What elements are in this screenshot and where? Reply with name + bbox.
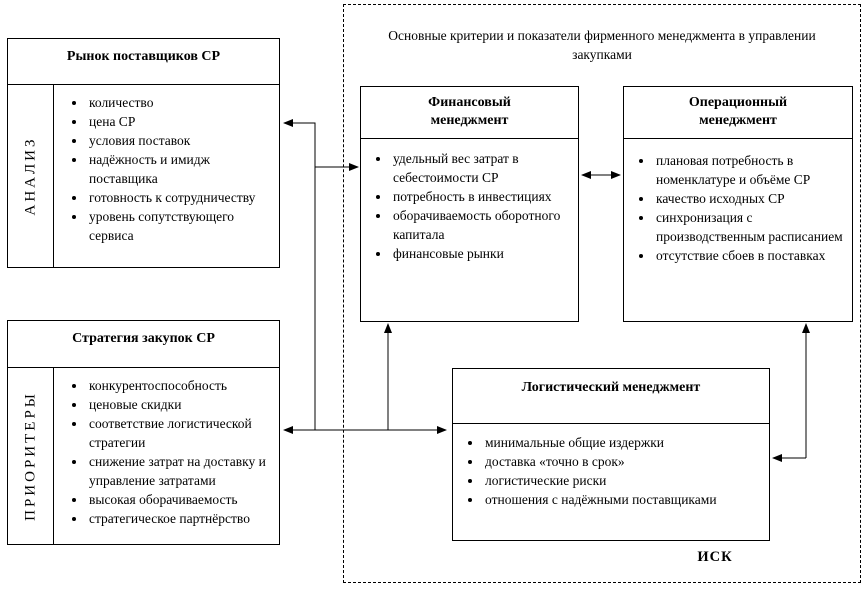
priorities-side-cell xyxy=(8,368,54,544)
market-list xyxy=(54,85,279,267)
list-item: • снижение затрат на доставку и управление затратами xyxy=(87,452,277,490)
analysis-side-cell xyxy=(8,85,54,267)
market-box-title: Рынок поставщиков СР xyxy=(8,39,279,85)
operational-list xyxy=(624,139,852,321)
operational-box-title: Операционный менеджмент xyxy=(624,87,852,139)
strategy-box xyxy=(7,320,280,545)
market-box-body xyxy=(8,85,279,267)
operational-box xyxy=(623,86,853,322)
list-item: • качество исходных СР xyxy=(654,189,846,208)
financial-list xyxy=(361,139,578,321)
list-item: • условия поставок xyxy=(87,131,277,150)
list-item: • удельный вес затрат в себестоимости СР xyxy=(391,149,562,187)
list-item: • готовность к сотрудничеству xyxy=(87,188,277,207)
list-item: • синхронизация с производственным расписанием xyxy=(654,208,846,246)
logistics-list xyxy=(453,424,769,540)
strategy-list xyxy=(54,368,279,544)
financial-box xyxy=(360,86,579,322)
arrow-trunk-to-market xyxy=(284,123,315,430)
list-item: • высокая оборачиваемость xyxy=(87,490,277,509)
list-item: • отношения с надёжными поставщиками xyxy=(483,490,763,509)
strategy-box-body xyxy=(8,368,279,544)
list-item: • оборачиваемость оборотного капитала xyxy=(391,206,562,244)
list-item: • уровень сопутствующего сервиса xyxy=(87,207,277,245)
isk-label: ИСК xyxy=(697,549,733,565)
list-item: • соответствие логистической стратегии xyxy=(87,414,277,452)
priorities-side-label: ПРИОРИТЕРЫ xyxy=(22,391,38,521)
list-item: • ценовые скидки xyxy=(87,395,277,414)
list-item: • количество xyxy=(87,93,277,112)
list-item: • цена СР xyxy=(87,112,277,131)
logistics-box xyxy=(452,368,770,541)
list-item: • логистические риски xyxy=(483,471,763,490)
list-item: • конкурентоспособность xyxy=(87,376,277,395)
list-item: • стратегическое партнёрство xyxy=(87,509,277,528)
list-item: • надёжность и имидж поставщика xyxy=(87,150,277,188)
market-box xyxy=(7,38,280,268)
logistics-box-title: Логистический менеджмент xyxy=(453,369,769,424)
list-item: • финансовые рынки xyxy=(391,244,562,263)
list-item: • отсутствие сбоев в поставках xyxy=(654,246,846,265)
criteria-panel-title: Основные критерии и показатели фирменного менеджмента в управлении закупками xyxy=(388,28,816,62)
analysis-side-label: АНАЛИЗ xyxy=(22,136,38,216)
financial-box-title: Финансовый менеджмент xyxy=(361,87,578,139)
list-item: • плановая потребность в номенклатуре и объёме СР xyxy=(654,151,846,189)
list-item: • минимальные общие издержки xyxy=(483,433,763,452)
list-item: • потребность в инвестициях xyxy=(391,187,562,206)
list-item: • доставка «точно в срок» xyxy=(483,452,763,471)
strategy-box-title: Стратегия закупок СР xyxy=(8,321,279,368)
